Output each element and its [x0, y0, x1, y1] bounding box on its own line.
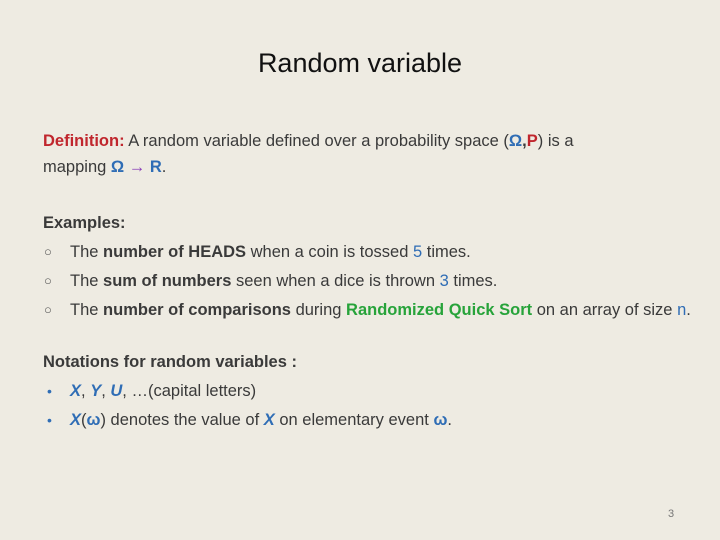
- var-x: X: [70, 382, 82, 400]
- item-number: 5: [412, 243, 423, 261]
- var-x: X: [70, 411, 82, 429]
- item-bold: sum of numbers: [103, 272, 232, 290]
- item-text: times.: [448, 272, 498, 290]
- examples-list: [43, 240, 693, 322]
- r-symbol: R: [149, 158, 162, 176]
- notations-block: [43, 350, 693, 432]
- item-text: .: [686, 301, 691, 319]
- item-text: when a coin is tossed: [246, 243, 413, 261]
- bullet-icon: •: [47, 412, 52, 428]
- item-text: .: [447, 411, 452, 429]
- list-item: [43, 408, 693, 432]
- item-number: n: [677, 301, 687, 319]
- item-text: on elementary event: [274, 411, 434, 429]
- var-y: Y: [90, 382, 102, 400]
- item-text: The: [70, 272, 104, 290]
- item-text: during: [290, 301, 347, 319]
- item-text: on an array of size: [532, 301, 678, 319]
- list-item: [43, 240, 693, 264]
- definition-line-1: [43, 129, 693, 153]
- p-symbol: P: [526, 132, 538, 150]
- item-text: seen when a dice is thrown: [231, 272, 440, 290]
- definition-text-1: A random variable defined over a probability space (: [124, 132, 509, 150]
- examples-block: [43, 211, 693, 322]
- list-item: [43, 269, 693, 293]
- item-text: times.: [422, 243, 471, 261]
- item-text: ) denotes the value of: [100, 411, 264, 429]
- list-item: [43, 379, 693, 403]
- omega-symbol: Ω: [508, 132, 523, 150]
- slide-title: Random variable: [257, 48, 463, 78]
- var-x: X: [263, 411, 275, 429]
- mapping-text: mapping: [43, 158, 111, 176]
- item-text: , …(capital letters): [122, 382, 257, 400]
- item-text: ,: [81, 382, 91, 400]
- item-text: The: [70, 301, 104, 319]
- definition-block: [43, 129, 693, 179]
- circle-bullet-icon: ○: [44, 273, 52, 288]
- examples-heading: Examples:: [43, 214, 126, 232]
- item-number: 3: [439, 272, 449, 290]
- arrow-icon: →: [128, 158, 146, 176]
- notations-list: [43, 379, 693, 432]
- definition-text-2: ) is a: [537, 132, 574, 150]
- bullet-icon: •: [47, 383, 52, 399]
- definition-line-2: [43, 155, 693, 179]
- list-item: [43, 298, 693, 322]
- omega-symbol-2: Ω: [110, 158, 125, 176]
- var-u: U: [110, 382, 123, 400]
- slide-content: [43, 129, 693, 432]
- item-bold: number of comparisons: [103, 301, 291, 319]
- item-text: ,: [101, 382, 111, 400]
- page-number: 3: [668, 508, 675, 520]
- omega-lower-symbol: ω: [86, 411, 101, 429]
- item-bold: number of HEADS: [103, 243, 247, 261]
- definition-label: Definition:: [43, 132, 125, 150]
- notations-heading: Notations for random variables :: [43, 353, 297, 371]
- circle-bullet-icon: ○: [44, 244, 52, 259]
- omega-lower-symbol: ω: [433, 411, 448, 429]
- item-text: The: [70, 243, 104, 261]
- item-green: Randomized Quick Sort: [346, 301, 533, 319]
- item-text: (: [81, 411, 87, 429]
- circle-bullet-icon: ○: [44, 302, 52, 317]
- definition-period: .: [161, 158, 167, 176]
- comma-symbol: ,: [522, 132, 527, 150]
